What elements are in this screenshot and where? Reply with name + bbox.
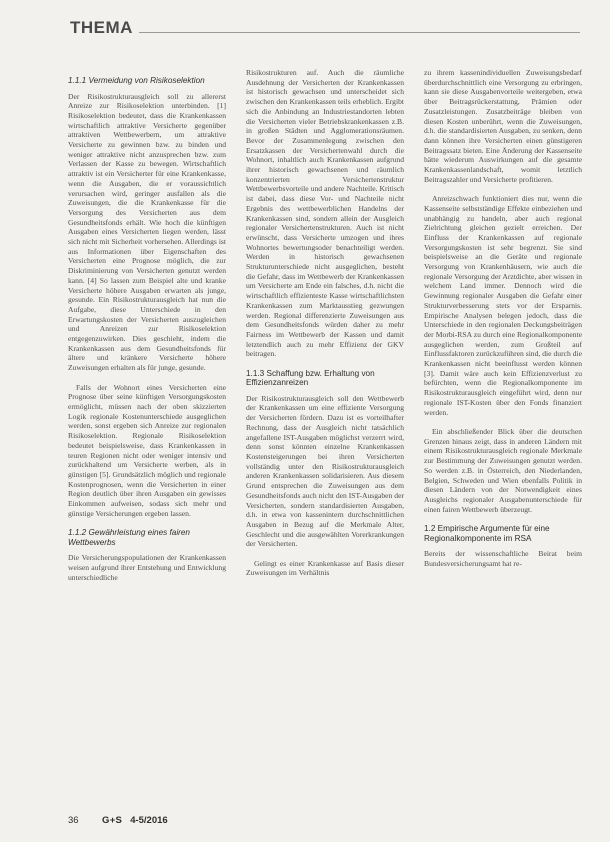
body-paragraph: Anreizschwach funktioniert dies nur, wenn die Kassenseite selbstständige Effekte einbeziehen und unabhängig zu handeln, aber auch regional Zielrichtung gleichen gezielt erreichen. Der Einfluss der Krankenkassen auf regionale Versorgungskosten ist sehr begrenzt. Sie sind beispielsweise an die Geräte und regionale Versorgung von Krankenhäusern, wie auch die regionale Versorgung der Arztdichte, aber wissen in welchem Land immer. Dennoch wird die Gewinnung regionaler Ausgaben die Gefahr einer Strukturverbesserung stets vor der Ersparnis. Empirische Analysen belegen jedoch, dass die Unterschiede in den regionalen Deckungsbeiträgen der Morbi-RSA zu durch eine Regionalkomponente ausgeglichen werden, zum Großteil auf Einflussfaktoren zurückzuführen sind, die durch die Krankenkassen nicht beeinflusst werden können [3]. Damit wäre auch kein Effizienzverlust zu befürchten, wenn die Regionalkomponente im Risikostrukturausgleich eingeführt wird, denn nur regionale IST-Kosten über den Fonds finanziert werden.: [424, 194, 582, 417]
body-paragraph: Falls der Wohnort eines Versicherten eine Prognose über seine künftigen Versorgungskosten ermöglicht, müssen nach der oben skizzierten Logik regionale Kostenunterschiede ausgeglichen werden, sonst ergeben sich Anreize zur regionalen Risikoselektion. Regionale Risikoselektion bedeutet beispielsweise, dass Krankenkassen in teuren Regionen nicht oder weniger intensiv und zurückhaltend um Versicherte werben, als in günstigen [5]. Grundsätzlich möglich und regionale Kostenprognosen, wenn die Versicherten in einer Region deutlich über ihren Ausgaben ein gewisses Einkommen aufweisen, sodass sich mehr und günstige Versicherungen ergeben lassen.: [68, 382, 226, 518]
body-paragraph: Gelingt es einer Krankenkasse auf Basis dieser Zuweisungen im Verhältnis: [246, 558, 404, 578]
page-number: 36: [68, 814, 79, 826]
magazine-name: G+S: [102, 814, 123, 826]
section-heading: 1.1.2 Gewährleistung eines fairen Wettbewerbs: [68, 528, 190, 547]
body-paragraph: Bereits der wissenschaftliche Beirat beim Bundesversicherungsamt hat re-: [424, 549, 582, 568]
page-footer: [68, 813, 268, 827]
issue-number: 4-5/2016: [130, 814, 168, 826]
section-heading: 1.2 Empirische Argumente für eine Regionalkomponente im RSA: [424, 524, 550, 543]
body-paragraph: zu ihrem kassenindividuellen Zuweisungsbedarf überdurchschnittlich eine Versorgung zu erbringen, kann sie diese Ausgabenvorteile weitergeben, etwa über Beitragsrückerstattung, Prämien oder Zusatzleistungen. Zusatzbeiträge bleiben von diesen Kosten unberührt, wenn die Zuweisungen, d.h. die standardisierten Ausgaben, zu senken, denn dann können ihre Versicherten einen günstigeren Beitragssatz bieten. Eine Änderung der Kassenseite hätte wiederum Auswirkungen auf die gesamte Krankenkassenlandschaft, womit letztlich Beitragszahler und Versicherte profitieren.: [424, 68, 582, 184]
body-paragraph: Der Risikostrukturausgleich soll zu allererst Anreize zur Risikoselektion unterbinden. [1] Risikoselektion bedeutet, dass die Krankenkassen wirtschaftlich attraktive Versicherte gegenüber attraktiven Wettbewerbern, um attraktive Versicherte zu gewinnen bzw. zu binden und weniger attraktive nicht anzusprechen bzw. zum Verlassen der Kasse zu bewegen. Wirtschaftlich attraktiv ist ein Versicherter für eine Krankenkasse, wenn die Ausgaben, die er voraussichtlich verursachen wird, geringer ausfallen als die Zuweisungen, die die Krankenkasse für die Versorgung des Versicherten aus dem Gesundheitsfonds erhält. Wie hoch die künftigen Ausgaben eines Versicherten liegen werden, lässt sich nicht mit Sicherheit vorhersehen. Allerdings ist aus Informationen über Eigenschaften des Versicherten eine Prognose möglich, die zur Diskriminierung von Versicherten genutzt werden kann. [4] So lassen zum Beispiel alte und kranke Versicherte höhere Ausgaben erwarten als junge, gesunde. Ein Risikostrukturausgleich hat nun die Aufgabe, diese Unterschiede in den Erwartungskosten der Versicherten auszugleichen und Anreizen zur Risikoselektion entgegenzuwirken. Dies geschieht, indem die Krankenkassen aus dem Gesundheitsfonds für ältere und kränkere Versicherte höhere Zuweisungen erhalten als für junge, gesunde.: [68, 91, 226, 373]
section-heading: 1.1.1 Vermeidung von Risikoselektion: [68, 76, 205, 85]
text-column-left: [68, 68, 226, 813]
body-paragraph: Risikostrukturen auf. Auch die räumliche Ausdehnung der Versicherten der Krankenkassen ist historisch gewachsen und unterscheidet sich zwischen den Krankenkassen teils erheblich. Ergibt sich die Anbindung an Industriestandorten lebten die Versicherten vieler Betriebskrankenkassen z.B. in großen Städten und Agglomerationsräumen. Bevor der Zusammenlegung zwischen den Ersatzkassen der Versichertenwahl durch die Wohnort, inhaltlich auch Krankenkassen aufgrund ihrer historisch gewachsenen und räumlich konzentrierten Versichertenstruktur Wettbewerbsvorteile und andere Nachteile. Kritisch ist dabei, dass diese Vor- und Nachteile nicht Ergebnis des wettbewerblichen Handelns der Krankenkassen sind, sondern allein der Ausgleich regionaler Versichertenstrukturen. Auch ist nicht erwünscht, dass Versicherte umzogen und ihres Wohnortes bewertungsoder benachteiligt werden. Werden in historisch gewachsenen Strukturunterschiede nicht ausgeglichen, besteht die Gefahr, dass im Wettbewerb der Krankenkassen um Versicherte am Ende ein falsches, d.h. nicht die wirtschaftlich effizienteste Kasse wirtschaftlichsten Krankenkassen zum Marktausstieg gezwungen werden. Regional differenzierte Zuweisungen aus dem Gesundheitsfonds würden daher zu mehr Fairness im Wettbewerb der Kassen und damit letztendlich auch zu mehr Effizienz der GKV beitragen.: [246, 68, 404, 359]
page-header: [70, 10, 580, 36]
section-title: THEMA: [70, 18, 133, 37]
body-paragraph: Der Risikostrukturausgleich soll den Wettbewerb der Krankenkassen um eine effiziente Versorgung der Versicherten fördern. Dazu ist es vorteilhafter Rechnung, dass der Ausgleich nicht tatsächlich angefallene IST-Ausgaben möglichst verzerrt wird, denn sonst könnten einzelne Krankenkassen Kostensteigerungen bei ihren Versicherten vollständig unter den Risikostrukturausgleich anderen Krankenkassen solidarisieren. Aus diesem Grund entsprechen die Zuweisungen aus dem Gesundheitsfonds auch nicht den IST-Ausgaben der Versicherten, sondern standardisierten Ausgaben, d.h. in etwa von kassenintern durchschnittlichen Ausgaben in Bezug auf die Merkmale Alter, Geschlecht und die ausgewählten Vorerkrankungen der Versicherten.: [246, 393, 404, 549]
article-body: [68, 68, 582, 813]
body-paragraph: Die Versicherungspopulationen der Krankenkassen weisen aufgrund ihrer Entstehung und Entwicklung unterschiedliche: [68, 553, 226, 582]
text-column-middle: [246, 68, 404, 813]
text-column-right: [424, 68, 582, 813]
section-heading: 1.1.3 Schaffung bzw. Erhaltung von Effizienzanreizen: [246, 368, 375, 388]
header-rule: [139, 32, 580, 33]
body-paragraph: Ein abschließender Blick über die deutschen Grenzen hinaus zeigt, dass in anderen Ländern mit einem Risikostrukturausgleich regionale Merkmale zur Bestimmung der Zuweisungen genutzt werden. So werden z.B. in Österreich, den Niederlanden, Belgien, Schweden und Wien ebenfalls Politik in diesen Ländern von der Notwendigkeit eines Ausgleichs regionaler Ausgabenunterschiede für einen fairen Wettbewerb überzeugt.: [424, 426, 582, 514]
